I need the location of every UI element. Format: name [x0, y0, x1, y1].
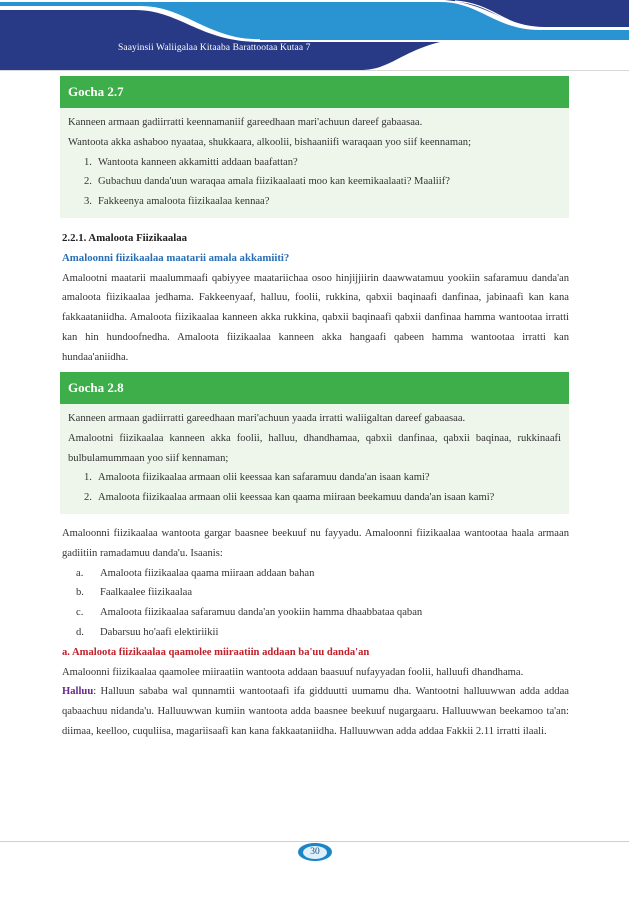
activity-intro-line: Amalootni fiizikaalaa kanneen akka foolii, halluu, dhandhamaa, qabxii danfinaa, qabxii baqinaa, rukkinaafi bulbulamummaan yoo siif kennaman; [68, 432, 561, 464]
term-halluu: Halluu [62, 686, 94, 698]
footer-divider [0, 841, 629, 842]
classification-list [62, 564, 569, 643]
activity-question [84, 153, 561, 173]
subsection-paragraph: Amaloonni fiizikaalaa qaamolee miiraatiin wantoota addaan baasuuf nufayyadan foolii, halluufi dhandhama. [62, 666, 524, 678]
question-text: Amaloota fiizikaalaa armaan olii keessaa kan qaama miiraan beekamuu danda'an isaan kami? [98, 492, 495, 504]
question-text: Wantoota kanneen akkamitti addaan baafattan? [98, 156, 298, 168]
activity-title: Gocha 2.8 [60, 372, 569, 404]
section-heading: 2.2.1. Amaloota Fiizikaalaa [62, 232, 188, 244]
page-number-badge [298, 843, 332, 861]
item-letter: a. [76, 567, 84, 579]
item-letter: d. [76, 626, 84, 638]
classification-item [76, 623, 569, 643]
running-title: Saayinsii Waliigalaa Kitaaba Barattootaa Kutaa 7 [118, 43, 311, 53]
activity-question [84, 488, 561, 508]
question-number: 1. [84, 156, 92, 168]
activity-question [84, 172, 561, 192]
item-text: Dabarsuu ho'aafi elektiriikii [100, 626, 219, 638]
activity-question [84, 468, 561, 488]
section-question: Amaloonni fiizikaalaa maatarii amala akkamiiti? [62, 251, 290, 264]
question-number: 1. [84, 472, 92, 484]
activity-body [60, 108, 569, 218]
classification-paragraph: Amaloonni fiizikaalaa wantoota gargar baasnee beekuuf nu fayyadu. Amaloonni fiizikaalaa wantootaa haala armaan gadiitiin ramadamuu danda'u. Isaanis: [62, 528, 569, 559]
header-divider [0, 70, 629, 71]
activity-question [84, 192, 561, 212]
question-number: 3. [84, 196, 92, 208]
activity-title: Gocha 2.7 [60, 76, 569, 108]
classification-item [76, 603, 569, 623]
subsection-heading: a. Amaloota fiizikaalaa qaamolee miiraatiin addaan ba'uu danda'an [62, 646, 370, 658]
activity-intro-line: Kanneen armaan gadiirratti keennamaniif gareedhaan mari'achuun dareef gabaasaa. [68, 117, 423, 128]
activity-question-list [68, 468, 561, 508]
section-classification [62, 524, 569, 742]
activity-body [60, 404, 569, 514]
item-text: Faalkaalee fiizikaalaa [100, 587, 193, 599]
question-number: 2. [84, 492, 92, 504]
activity-box-2-8 [60, 372, 569, 514]
page-header-banner [0, 0, 629, 72]
activity-intro-line: Wantoota akka ashaboo nyaataa, shukkaara, alkoolii, bishaaniifi waraqaan yoo siif keennaman; [68, 136, 472, 148]
question-number: 2. [84, 176, 92, 188]
term-definition: : Halluun sababa wal qunnamtii wantootaafi ifa gidduutti uumamu dha. Wantootni halluuwwan adda addaa qabaachuu nidanda'u. Halluuwwan kumiin wantoota adda baasnee beekuuf nugargaaru. Halluuwwan beekamoo ta'an: diimaa, keelloo, cuquliisa, magariisaafi kan kana fakkaataniidha. Halluuwwan adda addaa Fakkii 2.11 irratti ilaali. [62, 686, 569, 737]
section-paragraph: Amalootni maatarii maalummaafi qabiyyee maatariichaa osoo hinjijjiirin daawwatamuu yookiin safaramuu danda'an amaloota fiizikaalaa jedhama. Fakkeenyaaf, halluu, foolii, rukkina, qabxii baqinaafi danfinaa, jabinaafi kan kana fakkaataniidha. Amaloota fiizikaalaa kanneen akka rukkina, qabxii baqinaafi qabxii danfinaa hamma wantootaa irratti kan hin hundoofnedha. Amaloota fiizikaalaa kanneen akka hangaafi qabeen hamma wantootaa irratti kan hundaa'aniidha. [62, 272, 569, 363]
question-text: Gubachuu danda'uun waraqaa amala fiizikaalaati moo kan keemikaalaati? Maaliif? [98, 176, 450, 188]
item-text: Amaloota fiizikaalaa qaama miiraan addaan bahan [100, 567, 315, 579]
item-text: Amaloota fiizikaalaa safaramuu danda'an yookiin hamma dhaabbataa qaban [100, 607, 423, 619]
item-letter: b. [76, 587, 84, 599]
colour-paragraph [62, 682, 569, 741]
activity-intro-line: Kanneen armaan gadiirratti gareedhaan mari'achuun yaada irratti waliigaltan dareef gabaasaa. [68, 413, 466, 424]
question-text: Fakkeenya amaloota fiizikaalaa kennaa? [98, 196, 270, 208]
activity-box-2-7 [60, 76, 569, 218]
classification-item [76, 564, 569, 584]
header-wave-graphic [0, 0, 629, 72]
activity-question-list [68, 153, 561, 212]
page-number: 30 [303, 846, 327, 859]
question-text: Amaloota fiizikaalaa armaan olii keessaa kan safaramuu danda'an isaan kami? [98, 472, 430, 484]
section-physical-properties [62, 229, 569, 368]
item-letter: c. [76, 607, 84, 619]
classification-item [76, 583, 569, 603]
